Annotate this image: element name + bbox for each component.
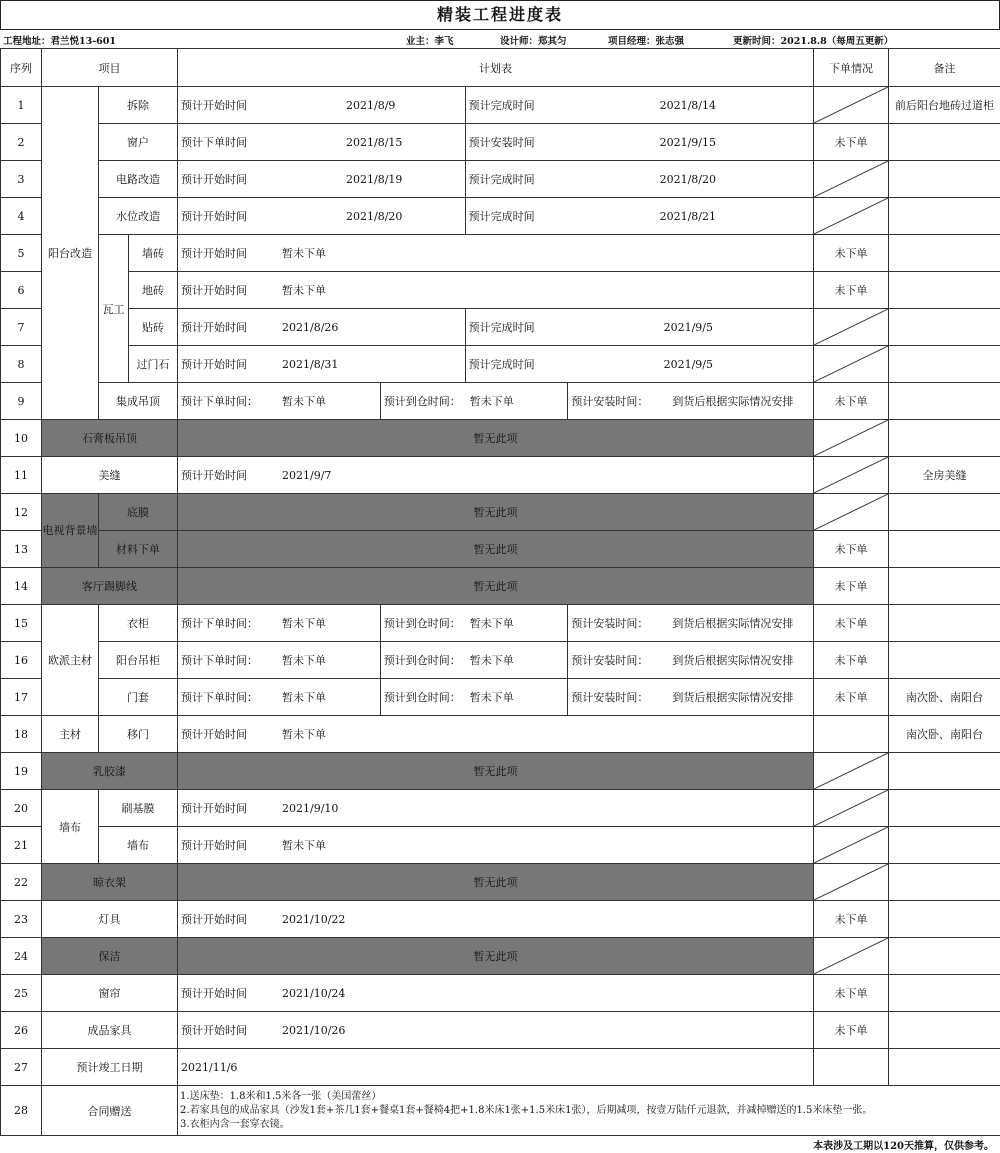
- row-seq: 13: [1, 531, 42, 568]
- table-row: [1, 938, 1000, 975]
- plan-label: 预计到仓时间：: [383, 691, 461, 704]
- row-remark: [889, 605, 1000, 642]
- row-seq: 20: [1, 790, 42, 827]
- row-item: 石膏板吊顶: [42, 420, 178, 457]
- row-seq: 28: [1, 1086, 42, 1136]
- owner-name: 业主：李飞: [406, 36, 454, 47]
- diagonal-slash-icon: [814, 457, 888, 493]
- row-seq: 7: [1, 309, 42, 346]
- row-seq: 26: [1, 1012, 42, 1049]
- order-empty: [814, 161, 889, 198]
- table-row: [1, 235, 1000, 272]
- table-row: [1, 642, 1000, 679]
- plan-label: 预计完成时间: [468, 210, 535, 223]
- diagonal-slash-icon: [814, 198, 888, 234]
- order-status: 未下单: [814, 272, 889, 309]
- header-order: 下单情况: [814, 49, 889, 87]
- row-item: 保洁: [42, 938, 178, 975]
- row-remark: [889, 161, 1000, 198]
- order-status: 未下单: [814, 383, 889, 420]
- row-remark: [889, 494, 1000, 531]
- row-plan: [178, 642, 814, 679]
- order-status: 未下单: [814, 975, 889, 1012]
- order-status: 未下单: [814, 1012, 889, 1049]
- row-remark: [889, 198, 1000, 235]
- row-seq: 16: [1, 642, 42, 679]
- designer-name: 设计师：郑其匀: [500, 36, 567, 47]
- plan-label: 预计安装时间：: [571, 691, 649, 704]
- group-tile: 瓦工: [99, 235, 129, 383]
- row-plan: [178, 124, 814, 161]
- row-plan-none: 暂无此项: [178, 494, 814, 531]
- plan-value: 2021/8/21: [659, 209, 716, 223]
- gift-note-2: 2.若家具包的成品家具（沙发1套+茶几1套+餐桌1套+餐椅4把+1.8米床1张+1.5米床1张），后期减项，按壹万陆仟元退款，并减掉赠送的1.5米床垫一张。: [180, 1104, 873, 1116]
- header-item: 项目: [42, 49, 178, 87]
- table-row: [1, 198, 1000, 235]
- plan-value: 暂未下单: [282, 691, 327, 704]
- plan-value: 2021/8/26: [282, 320, 339, 334]
- plan-value: 2021/10/24: [282, 986, 346, 1000]
- header-row: [1, 49, 1000, 87]
- table-row: [1, 124, 1000, 161]
- row-remark: 南次卧、南阳台: [889, 679, 1000, 716]
- row-seq: 8: [1, 346, 42, 383]
- row-item: 地砖: [129, 272, 178, 309]
- row-item: 移门: [99, 716, 178, 753]
- project-address: 工程地址：君兰悦13-601: [3, 36, 116, 47]
- row-seq: 21: [1, 827, 42, 864]
- plan-label: 预计完成时间: [468, 358, 535, 371]
- row-remark: [889, 975, 1000, 1012]
- row-remark: [889, 383, 1000, 420]
- diagonal-slash-icon: [814, 938, 888, 974]
- row-seq: 25: [1, 975, 42, 1012]
- row-seq: 12: [1, 494, 42, 531]
- plan-label: 预计下单时间: [181, 136, 248, 149]
- row-remark: [889, 1049, 1000, 1086]
- group-tv-wall: 电视背景墙: [42, 494, 99, 568]
- plan-label: 预计开始时间: [181, 839, 248, 852]
- row-seq: 6: [1, 272, 42, 309]
- row-item: 成品家具: [42, 1012, 178, 1049]
- row-remark: [889, 901, 1000, 938]
- group-wallcloth: 墙布: [42, 790, 99, 864]
- table-row: [1, 1049, 1000, 1086]
- plan-value: 2021/10/26: [282, 1023, 346, 1037]
- header-seq: 序列: [1, 49, 42, 87]
- plan-value: 暂未下单: [282, 284, 327, 297]
- row-seq: 2: [1, 124, 42, 161]
- row-item: 客厅踢脚线: [42, 568, 178, 605]
- order-empty: [814, 753, 889, 790]
- plan-label: 预计下单时间：: [181, 691, 259, 704]
- row-seq: 19: [1, 753, 42, 790]
- row-remark: [889, 420, 1000, 457]
- plan-label: 预计安装时间: [468, 136, 535, 149]
- row-remark: 全房美缝: [889, 457, 1000, 494]
- row-plan: [178, 198, 814, 235]
- order-empty: [814, 309, 889, 346]
- row-plan: [178, 716, 814, 753]
- diagonal-slash-icon: [814, 87, 888, 123]
- row-item: 乳胶漆: [42, 753, 178, 790]
- plan-value: 2021/8/9: [346, 98, 396, 112]
- completion-date: 2021/11/6: [181, 1060, 238, 1074]
- row-remark: [889, 864, 1000, 901]
- plan-value: 2021/10/22: [282, 912, 346, 926]
- row-item: 材料下单: [99, 531, 178, 568]
- diagonal-slash-icon: [814, 309, 888, 345]
- row-remark: [889, 124, 1000, 161]
- row-item: 合同赠送: [42, 1086, 178, 1136]
- table-row: [1, 901, 1000, 938]
- row-plan: [178, 383, 814, 420]
- diagonal-slash-icon: [814, 753, 888, 789]
- table-row: [1, 568, 1000, 605]
- plan-label: 预计完成时间: [468, 321, 535, 334]
- table-row: [1, 161, 1000, 198]
- plan-label: 预计到仓时间：: [383, 617, 461, 630]
- plan-label: 预计开始时间: [181, 913, 248, 926]
- table-row: [1, 309, 1000, 346]
- row-item: 贴砖: [129, 309, 178, 346]
- row-item: 窗帘: [42, 975, 178, 1012]
- row-plan-none: 暂无此项: [178, 531, 814, 568]
- plan-label: 预计开始时间: [181, 802, 248, 815]
- order-empty: [814, 457, 889, 494]
- plan-label: 预计开始时间: [181, 469, 248, 482]
- row-remark: [889, 568, 1000, 605]
- order-empty: [814, 827, 889, 864]
- table-row: [1, 864, 1000, 901]
- row-remark: 前后阳台地砖过道柜: [889, 87, 1000, 124]
- row-seq: 14: [1, 568, 42, 605]
- plan-label: 预计下单时间：: [181, 654, 259, 667]
- row-remark: [889, 938, 1000, 975]
- row-remark: [889, 309, 1000, 346]
- schedule-table: [0, 48, 1000, 1136]
- order-status: [814, 1049, 889, 1086]
- order-empty: [814, 790, 889, 827]
- order-status: 未下单: [814, 605, 889, 642]
- plan-value: 到货后根据实际情况安排: [672, 654, 794, 667]
- plan-label: 预计安装时间：: [571, 395, 649, 408]
- order-status: 未下单: [814, 235, 889, 272]
- row-plan: [178, 346, 814, 383]
- row-seq: 9: [1, 383, 42, 420]
- row-seq: 10: [1, 420, 42, 457]
- group-main-material: 主材: [42, 716, 99, 753]
- plan-value: 暂未下单: [469, 654, 514, 667]
- plan-label: 预计安装时间：: [571, 617, 649, 630]
- table-row: [1, 1012, 1000, 1049]
- plan-value: 暂未下单: [469, 395, 514, 408]
- order-empty: [814, 87, 889, 124]
- row-item: 电路改造: [99, 161, 178, 198]
- row-plan-none: 暂无此项: [178, 938, 814, 975]
- table-row: [1, 753, 1000, 790]
- row-plan: [178, 790, 814, 827]
- plan-value: 到货后根据实际情况安排: [672, 691, 794, 704]
- plan-label: 预计开始时间: [181, 173, 248, 186]
- order-empty: [814, 346, 889, 383]
- plan-label: 预计安装时间：: [571, 654, 649, 667]
- diagonal-slash-icon: [814, 494, 888, 530]
- table-row: [1, 383, 1000, 420]
- row-plan: [178, 901, 814, 938]
- row-seq: 11: [1, 457, 42, 494]
- table-row: [1, 975, 1000, 1012]
- plan-value: 到货后根据实际情况安排: [672, 395, 794, 408]
- row-seq: 23: [1, 901, 42, 938]
- row-item: 阳台吊柜: [99, 642, 178, 679]
- row-item: 门套: [99, 679, 178, 716]
- order-empty: [814, 198, 889, 235]
- plan-label: 预计开始时间: [181, 99, 248, 112]
- order-empty: [814, 938, 889, 975]
- footer-note: 本表涉及工期以120天推算，仅供参考。: [813, 1141, 994, 1152]
- order-empty: [814, 494, 889, 531]
- row-plan: [178, 827, 814, 864]
- row-plan: [178, 1049, 814, 1086]
- row-item: 晾衣架: [42, 864, 178, 901]
- row-remark: [889, 642, 1000, 679]
- row-plan: [178, 605, 814, 642]
- row-remark: 南次卧、南阳台: [889, 716, 1000, 753]
- gift-note-1: 1.送床垫：1.8米和1.5米各一张（美国蕾丝）: [180, 1090, 382, 1102]
- row-remark: [889, 827, 1000, 864]
- row-plan: [178, 975, 814, 1012]
- row-plan: [178, 235, 814, 272]
- diagonal-slash-icon: [814, 790, 888, 826]
- row-seq: 22: [1, 864, 42, 901]
- plan-value: 暂未下单: [469, 691, 514, 704]
- plan-value: 暂未下单: [282, 728, 327, 741]
- plan-label: 预计下单时间：: [181, 617, 259, 630]
- header-remark: 备注: [889, 49, 1000, 87]
- order-status: 未下单: [814, 901, 889, 938]
- row-remark: [889, 272, 1000, 309]
- table-row: [1, 346, 1000, 383]
- row-plan: [178, 161, 814, 198]
- row-item: 衣柜: [99, 605, 178, 642]
- diagonal-slash-icon: [814, 346, 888, 382]
- row-seq: 15: [1, 605, 42, 642]
- gift-note-3: 3.衣柜内含一套穿衣镜。: [180, 1118, 290, 1130]
- plan-label: 预计完成时间: [468, 99, 535, 112]
- row-item: 集成吊顶: [99, 383, 178, 420]
- plan-label: 预计到仓时间：: [383, 654, 461, 667]
- row-remark: [889, 531, 1000, 568]
- plan-value: 暂未下单: [469, 617, 514, 630]
- row-item: 预计竣工日期: [42, 1049, 178, 1086]
- manager-name: 项目经理：张志强: [608, 36, 685, 47]
- sheet-title: 精装工程进度表: [0, 0, 1000, 30]
- plan-label: 预计到仓时间：: [383, 395, 461, 408]
- order-empty: [814, 864, 889, 901]
- row-item: 灯具: [42, 901, 178, 938]
- table-row: [1, 494, 1000, 531]
- row-seq: 17: [1, 679, 42, 716]
- plan-label: 预计下单时间：: [181, 395, 259, 408]
- row-plan: [178, 679, 814, 716]
- row-seq: 27: [1, 1049, 42, 1086]
- plan-label: 预计开始时间: [181, 987, 248, 1000]
- table-row: [1, 790, 1000, 827]
- row-plan: [178, 87, 814, 124]
- row-remark: [889, 1012, 1000, 1049]
- row-remark: [889, 235, 1000, 272]
- table-row: [1, 420, 1000, 457]
- row-seq: 24: [1, 938, 42, 975]
- plan-label: 预计开始时间: [181, 247, 248, 260]
- row-item: 水位改造: [99, 198, 178, 235]
- header-plan: 计划表: [178, 49, 814, 87]
- plan-value: 2021/8/20: [346, 209, 403, 223]
- plan-label: 预计开始时间: [181, 728, 248, 741]
- table-row: [1, 716, 1000, 753]
- plan-value: 2021/9/15: [659, 135, 716, 149]
- row-remark: [889, 346, 1000, 383]
- plan-value: 2021/9/10: [282, 801, 339, 815]
- plan-value: 2021/9/7: [282, 468, 332, 482]
- table-row: [1, 531, 1000, 568]
- update-time: 更新时间：2021.8.8（每周五更新）: [733, 36, 894, 47]
- plan-value: 暂未下单: [282, 617, 327, 630]
- row-plan-none: 暂无此项: [178, 420, 814, 457]
- plan-value: 2021/9/5: [663, 320, 713, 334]
- diagonal-slash-icon: [814, 864, 888, 900]
- order-status: 未下单: [814, 642, 889, 679]
- plan-value: 暂未下单: [282, 839, 327, 852]
- table-row: [1, 679, 1000, 716]
- row-item: 窗户: [99, 124, 178, 161]
- row-plan-none: 暂无此项: [178, 568, 814, 605]
- row-plan: [178, 1012, 814, 1049]
- row-seq: 18: [1, 716, 42, 753]
- plan-label: 预计开始时间: [181, 210, 248, 223]
- row-plan-none: 暂无此项: [178, 753, 814, 790]
- table-row: [1, 457, 1000, 494]
- order-status: 未下单: [814, 568, 889, 605]
- diagonal-slash-icon: [814, 161, 888, 197]
- group-balcony: 阳台改造: [42, 87, 99, 420]
- row-item: 墙布: [99, 827, 178, 864]
- row-item: 拆除: [99, 87, 178, 124]
- table-row: [1, 272, 1000, 309]
- plan-label: 预计完成时间: [468, 173, 535, 186]
- plan-label: 预计开始时间: [181, 284, 248, 297]
- plan-value: 2021/8/14: [659, 98, 716, 112]
- row-plan-none: 暂无此项: [178, 864, 814, 901]
- plan-value: 2021/8/19: [346, 172, 403, 186]
- plan-value: 2021/8/20: [659, 172, 716, 186]
- plan-value: 暂未下单: [282, 654, 327, 667]
- order-status: [814, 716, 889, 753]
- row-item: 过门石: [129, 346, 178, 383]
- diagonal-slash-icon: [814, 420, 888, 456]
- table-row: [1, 1086, 1000, 1136]
- plan-value: 暂未下单: [282, 247, 327, 260]
- row-plan: [178, 309, 814, 346]
- row-seq: 5: [1, 235, 42, 272]
- table-row: [1, 827, 1000, 864]
- contract-gift-notes: [178, 1086, 1000, 1136]
- plan-label: 预计开始时间: [181, 321, 248, 334]
- group-oupai: 欧派主材: [42, 605, 99, 716]
- row-item: 美缝: [42, 457, 178, 494]
- order-status: 未下单: [814, 531, 889, 568]
- row-seq: 3: [1, 161, 42, 198]
- plan-value: 2021/8/15: [346, 135, 403, 149]
- diagonal-slash-icon: [814, 827, 888, 863]
- row-item: 刷基膜: [99, 790, 178, 827]
- order-empty: [814, 420, 889, 457]
- row-item: 墙砖: [129, 235, 178, 272]
- plan-value: 到货后根据实际情况安排: [672, 617, 794, 630]
- table-row: [1, 87, 1000, 124]
- plan-value: 2021/8/31: [282, 357, 339, 371]
- table-row: [1, 605, 1000, 642]
- order-status: 未下单: [814, 679, 889, 716]
- plan-value: 2021/9/5: [663, 357, 713, 371]
- row-remark: [889, 790, 1000, 827]
- row-plan: [178, 272, 814, 309]
- plan-value: 暂未下单: [282, 395, 327, 408]
- row-seq: 1: [1, 87, 42, 124]
- row-plan: [178, 457, 814, 494]
- row-seq: 4: [1, 198, 42, 235]
- plan-label: 预计开始时间: [181, 1024, 248, 1037]
- order-status: 未下单: [814, 124, 889, 161]
- row-remark: [889, 753, 1000, 790]
- row-item: 底膜: [99, 494, 178, 531]
- plan-label: 预计开始时间: [181, 358, 248, 371]
